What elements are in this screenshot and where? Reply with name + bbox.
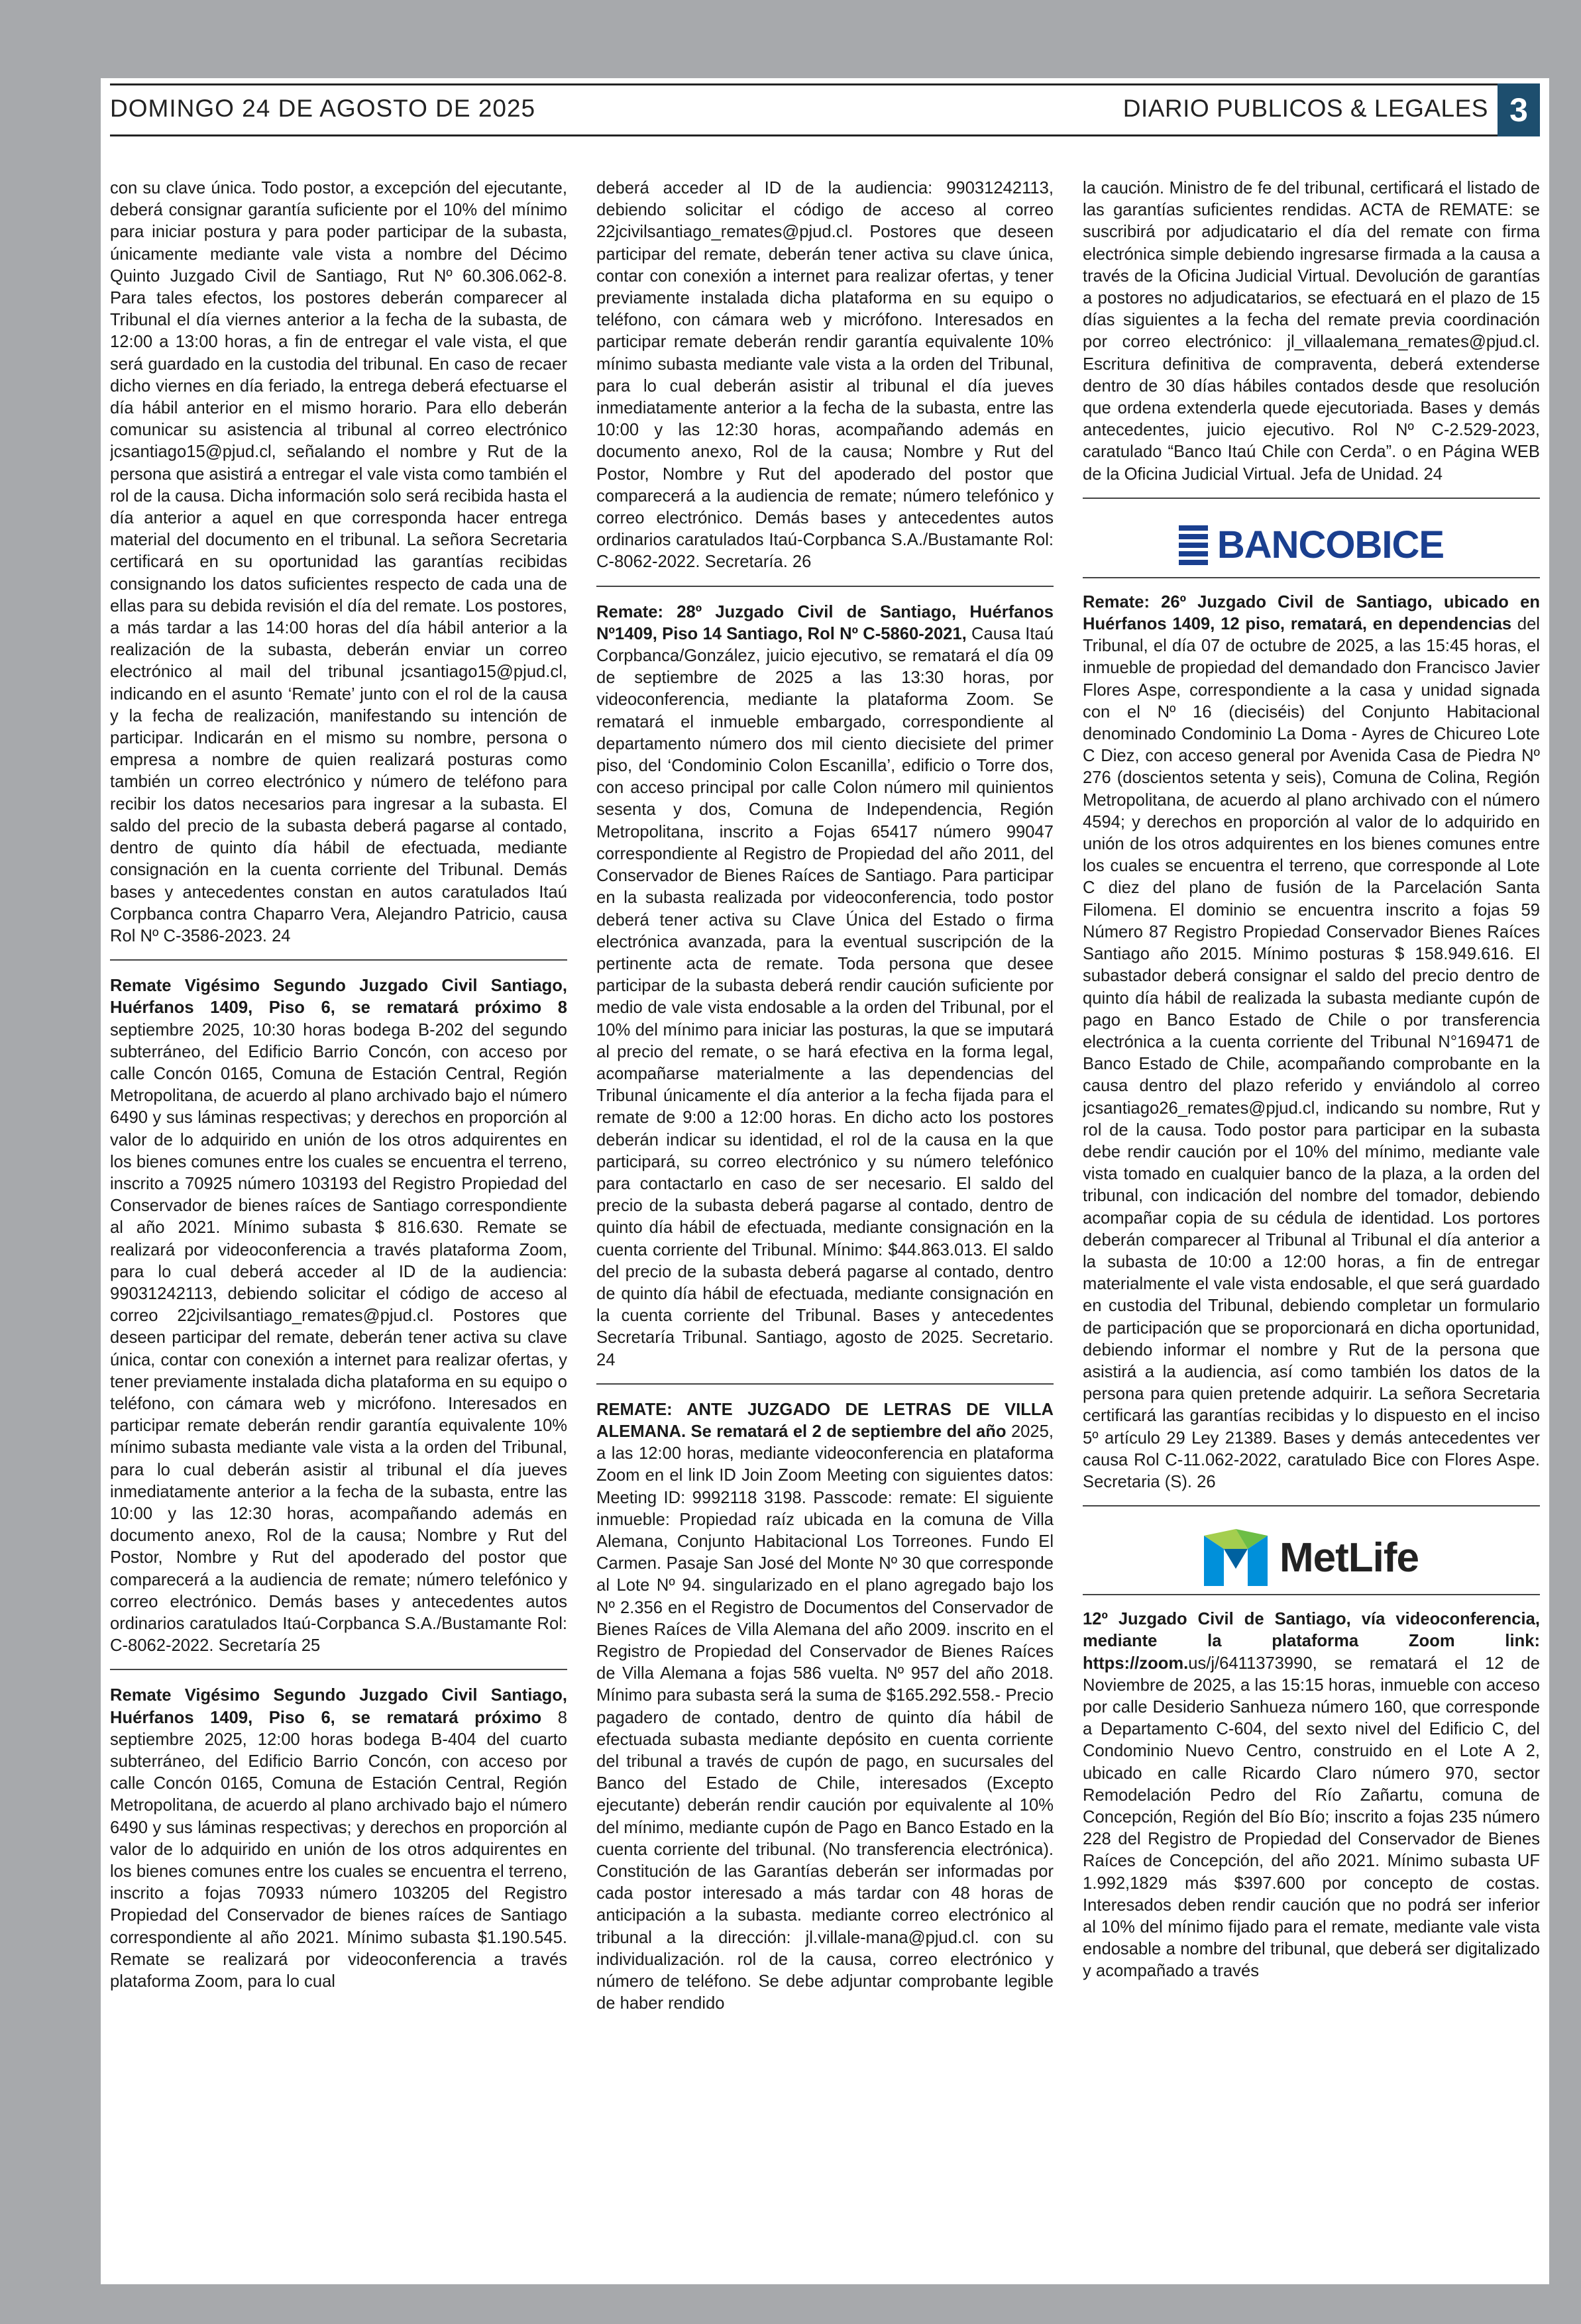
metlife-logo (1083, 1521, 1540, 1595)
notice-text: Causa Itaú Corpbanca/González, juicio ejecutivo, se rematará el día 09 de septiembre de 2025 a las 13:30 horas, por videoconferencia, mediante la plataforma Zoom. Se rematará el inmueble embargado, correspondiente al departamento número dos mil ciento diecisiete del primer piso, del ‘Condominio Colon Escanilla’, edificio o Torre dos, con acceso principal por calle Colon número mil quinientos sesenta y dos, Comuna de Independencia, Región Metropolitana, inscrito a Fojas 65417 número 99047 correspondiente al Registro de Propiedad del año 2011, del Conservador de Bienes Raíces de Santiago. Para participar en la subasta realizada por videoconferencia, todo postor deberá tener activa su Clave Única del Estado o firma electrónica avanzada, para la eventual suscripción de la pertinente acta de remate. Toda persona que desee participar de la subasta deberá rendir caución suficiente por medio de vale vista endosable a la orden del Tribunal, por el 10% del mínimo para iniciar las posturas, la que se imputará al precio del remate, o se hará efectiva en la forma legal, acompañarse materialmente a las dependencias del Tribunal únicamente el día anterior a la fecha fijada para el remate de 9:00 a 12:00 horas. En dicho acto los postores deberán indicar su identidad, el rol de la causa en la que participará, su correo electrónico y su número telefónico para contactarlo en caso de ser necesario. El saldo del precio de la subasta deberá pagarse al contado, dentro de quinto día hábil de efectuada, mediante consignación en la cuenta corriente del Tribunal. Mínimo: $44.863.013. El saldo del precio de la subasta deberá pagarse al contado, dentro de quinto día hábil de efectuada, mediante consignación en la cuenta corriente del Tribunal. Bases y antecedentes Secretaría Tribunal. Santiago, agosto de 2025. Secretario. 24 (596, 624, 1054, 1369)
notice-heading: Remate: 28º Juzgado Civil de Santiago, Huérfanos Nº1409, Piso 14 Santiago, Rol Nº C-5860-2021, (596, 602, 1054, 643)
notice (1083, 592, 1540, 1493)
notice-text: us/j/6411373990, se rematará el 12 de Noviembre de 2025, a las 15:15 horas, inmueble con acceso por calle Desiderio Sanhueza número 160, que corresponde a Departamento C-604, del sexto nivel del Edificio C, del Condominio Nuevo Centro, construido en el Lote A 2, ubicado en calle Ricardo Claro número 970, sector Remodelación Pedro del Río Zañartu, comuna de Concepción, Región del Bío Bío; inscrito a fojas 235 número 228 del Registro de Propiedad del Conservador de Bienes Raíces de Concepción, del año 2021. Mínimo subasta UF 1.992,1829 más $397.600 por concepto de costas. Interesados deben rendir caución que no podrá ser inferior al 10% del mínimo fijado para el remate, mediante vale vista endosable a nombre del tribunal, que deberá ser digitalizado y acompañado a través (1083, 1654, 1540, 1981)
notice-divider (596, 586, 1054, 587)
notice-continuation (110, 178, 567, 947)
notice-text: 8 septiembre 2025, 12:00 horas bodega B-404 del cuarto subterráneo, del Edificio Barrio Concón, con acceso por calle Concón 0165, Comuna de Estación Central, Región Metropolitana, de acuerdo al plano archivado bajo el número 6490 y sus láminas respectivas; y derechos en proporción al valor de lo adquirido en unión de los otros adquirentes en los bienes comunes entre los cuales se encuentra el terreno, inscrito a fojas 70933 número 103205 del Registro Propiedad del Conservador de bienes raíces de Santiago correspondiente al año 2021. Mínimo subasta $1.190.545. Remate se realizará por videoconferencia a través plataforma Zoom, para lo cual (110, 1708, 567, 1991)
column-3 (1083, 178, 1540, 2278)
notice-divider (110, 1669, 567, 1670)
page-number: 3 (1498, 83, 1540, 136)
bice-wordmark: BANCOBICE (1217, 523, 1445, 567)
metlife-m-icon (1204, 1529, 1268, 1586)
notice-continuation (1083, 178, 1540, 486)
issue-date: DOMINGO 24 DE AGOSTO DE 2025 (110, 95, 536, 122)
notice-text: del Tribunal, el día 07 de octubre de 2025, a las 15:45 horas, el inmueble de propiedad del demandado don Francisco Javier Flores Aspe, correspondiente a la casa y unidad signada con el Nº 16 (dieciséis) del Conjunto Habitacional denominado Condominio La Doma - Ayres de Chicureo Lote C Diez, con acceso general por Avenida Casa de Piedra Nº 276 (doscientos setenta y seis), Comuna de Colina, Región Metropolitana, de acuerdo al plano archivado con el número 4594; y derechos en proporción al valor de lo adquirido en unión de los otros adquirentes en los bienes comunes entre los cuales se encuentra el terreno, que corresponde al Lote C diez del plano de fusión de la Parcelación Santa Filomena. El dominio se encuentra inscrito a fojas 59 Número 87 Registro Propiedad Conservador Bienes Raíces Santiago año 2015. Mínimo posturas $ 158.949.616. El subastador deberá consignar el saldo del precio dentro de quinto día hábil de realizada la subasta mediante cupón de pago en Banco Estado de Chile o por transferencia electrónica a la cuenta corriente del Tribunal N°169471 de Banco Estado de Chile, acompañando comprobante en la causa dentro del plazo referido y enviándolo al correo jcsantiago26_remates@pjud.cl, indicando su nombre, Rut y rol de la causa. Todo postor para participar en la subasta debe rendir caución por el 10% del mínimo, mediante vale vista tomado en cualquier banco de la plaza, a la orden del tribunal, con indicación del nombre del tomador, debiendo acompañar copia de su cédula de identidad. Los portores deberán comparecer al Tribunal al Tribunal el día anterior a la subasta de 10:00 a 12:00 horas, a fin de entregar materialmente el vale vista endosable, el que será guardado en custodia del Tribunal, debiendo completar un formulario de participación que se proporcionará en dicha oportunidad, debiendo informar el nombre y Rut de la persona que asistirá a la audiencia, así como también los datos de la persona para quien pretende adquirir. La señora Secretaria certificará las garantías recibidas y lo dispuesto en el inciso 5º artículo 29 Ley 21389. Bases y demás antecedentes ver causa Rol C-11.062-2022, caratulado Bice con Flores Aspe. Secretaria (S). 26 (1083, 615, 1540, 1491)
notice-continuation (596, 178, 1054, 574)
notice-text: con su clave única. Todo postor, a excepción del ejecutante, deberá consignar garantía suficiente por el 10% del mínimo para iniciar postura y para poder participar de la subasta, únicamente mediante vale vista a nombre del Décimo Quinto Juzgado Civil de Santiago, Rut Nº 60.306.062-8. Para tales efectos, los postores deberán comparecer al Tribunal el día viernes anterior a la fecha de la subasta, de 12:00 a 13:00 horas, a fin de entregar el vale vista, el que será guardado en la custodia del tribunal. En caso de recaer dicho viernes en día feriado, la entrega deberá efectuarse el día hábil anterior en el mismo horario. Para ello deberán comunicar su asistencia al tribunal al correo electrónico jcsantiago15@pjud.cl, señalando el nombre y Rut de la persona que asistirá a entregar el vale vista como también el rol de la causa. Dicha información solo será recibida hasta el día anterior a aquel en que corresponda hacer entrega material del documento en el tribunal. La señora Secretaria certificará en su oportunidad las garantías recibidas consignando los datos suficientes respecto de cada una de ellas para su debida revisión el día del remate. Los postores, a más tardar a las 14:00 horas del día hábil anterior a la realización de la subasta, deberán enviar un correo electrónico al mail del tribunal jcsantiago15@pjud.cl, indicando en el asunto ‘Remate’ junto con el rol de la causa y la fecha de realización, manifestando su intención de participar. Indicarán en el mismo su nombre, persona o empresa a nombre de quien realizará posturas como también un correo electrónico y número de teléfono para recibir los datos necesarios para ingresar a la subasta. El saldo del precio de la subasta deberá pagarse al contado, dentro de quinto día hábil de efectuada, mediante consignación en la cuenta corriente del Tribunal. Demás bases y antecedentes constan en autos caratulados Itaú Corpbanca contra Chaparro Vera, Alejandro Patricio, causa Rol Nº C-3586-2023. 24 (110, 179, 567, 945)
notice-divider (1083, 498, 1540, 499)
notice (110, 1685, 567, 1993)
notice (596, 602, 1054, 1371)
newspaper-page (101, 78, 1549, 2284)
notice-heading: REMATE: ANTE JUZGADO DE LETRAS DE VILLA ALEMANA. Se rematará el 2 de septiembre del año (596, 1400, 1054, 1441)
bice-bars-icon (1179, 525, 1208, 565)
notice (1083, 1609, 1540, 1982)
notice-text: septiembre 2025, 10:30 horas bodega B-202 del segundo subterráneo, del Edificio Barrio Concón, con acceso por calle Concón 0165, Comuna de Estación Central, Región Metropolitana, de acuerdo al plano archivado bajo el número 6490 y sus láminas respectivas; y derechos en proporción al valor de lo adquirido en unión de los otros adquirentes en los bienes comunes entre los cuales se encuentra el terreno, inscrito a 70925 número 103193 del Registro Propiedad del Conservador de bienes raíces de Santiago correspondiente al año 2021. Mínimo subasta $ 816.630. Remate se realizará por videoconferencia a través plataforma Zoom, para lo cual deberá acceder al ID de la audiencia: 99031242113, debiendo solicitar el código de acceso al correo 22jcivilsantiago_remates@pjud.cl. Postores que deseen participar del remate, deberán tener activa su clave única, contar con conexión a internet para realizar ofertas, y tener previamente instalada dicha plataforma en su equipo o teléfono, con cámara web y micrófono. Interesados en participar remate deberán rendir garantía equivalente 10% mínimo subasta mediante vale vista a la orden del Tribunal, para lo cual deberán asistir al tribunal el día jueves inmediatamente anterior a la fecha de la subasta, entre las 10:00 y las 12:30 horas, acompañando además en documento anexo, Rol de la causa; Nombre y Rut del Postor, Nombre y Rut del apoderado del postor que comparecerá a la audiencia de remate; número telefónico y correo electrónico. Demás bases y antecedentes autos ordinarios caratulados Itaú-Corpbanca S.A./Bustamante Rol: C-8062-2022. Secretaría 25 (110, 1020, 567, 1656)
publication-title: DIARIO PUBLICOS & LEGALES (1122, 95, 1488, 122)
bancobice-logo (1083, 513, 1540, 578)
notice-divider (1083, 1505, 1540, 1506)
notice-heading: Remate: 26º Juzgado Civil de Santiago, ubicado en Huérfanos 1409, 12 piso, rematará, en dependencias (1083, 592, 1540, 634)
notice-divider (110, 959, 567, 961)
notice-heading: Remate Vigésimo Segundo Juzgado Civil Santiago, Huérfanos 1409, Piso 6, se rematará próximo (110, 1686, 567, 1727)
metlife-wordmark: MetLife (1280, 1534, 1419, 1581)
notice-divider (596, 1383, 1054, 1385)
page-header (110, 83, 1540, 136)
notice (596, 1399, 1054, 2015)
column-1 (110, 178, 567, 2278)
notice (110, 975, 567, 1657)
notice-text: deberá acceder al ID de la audiencia: 99031242113, debiendo solicitar el código de acceso al correo 22jcivilsantiago_remates@pjud.cl. Postores que deseen participar del remate, deberán tener activa su clave única, contar con conexión a internet para realizar ofertas, y tener previamente instalada dicha plataforma en su equipo o teléfono, con cámara web y micrófono. Interesados en participar remate deberán rendir garantía equivalente 10% mínimo subasta mediante vale vista a la orden del Tribunal, para lo cual deberán asistir al tribunal el día jueves inmediatamente anterior a la fecha de la subasta, entre las 10:00 y las 12:30 horas, acompañando además en documento anexo, Rol de la causa; Nombre y Rut del Postor, Nombre y Rut del apoderado del postor que comparecerá a la audiencia de remate; número telefónico y correo electrónico. Demás bases y antecedentes autos ordinarios caratulados Itaú-Corpbanca S.A./Bustamante Rol: C-8062-2022. Secretaría. 26 (596, 179, 1054, 572)
notice-text: 2025, a las 12:00 horas, mediante videoconferencia en plataforma Zoom en el link ID Join Zoom Meeting con siguientes datos: Meeting ID: 9992118 3198. Passcode: remate: El siguiente inmueble: Propiedad raíz ubicada en la comuna de Villa Alemana, Conjunto Habitacional Los Torreones. Fundo El Carmen. Pasaje San José del Monte Nº 30 que corresponde al Lote Nº 94. singularizado en el plano agregado bajo los Nº 2.356 en el Registro de Documentos del Conservador de Bienes Raíces de Villa Alemana del año 2009. inscrito en el Registro de Propiedad del Conservador de Bienes Raíces de Villa Alemana a fojas 586 vuelta. Nº 957 del año 2018. Mínimo para subasta será la suma de $165.292.558.- Precio pagadero de contado, dentro de quinto día hábil de efectuada subasta mediante depósito en cuenta corriente del tribunal a través de cupón de pago, en sucursales del Banco del Estado de Chile, interesados (Excepto ejecutante) deberán rendir caución por equivalente al 10% del mínimo, mediante cupón de Pago en Banco Estado en la cuenta corriente del tribunal. (No transferencia electrónica). Constitución de las Garantías deberán ser informadas por cada postor interesado a más tardar con 48 horas de anticipación a la subasta. mediante correo electrónico al tribunal a la dirección: jl.villale-mana@pjud.cl. con su individualización. rol de la causa, correo electrónico y número de teléfono. Se debe adjuntar comprobante legible de haber rendido (596, 1422, 1054, 2013)
notice-heading: 12º Juzgado Civil de Santiago, vía videoconferencia, mediante la plataforma Zoom link: https://zoom. (1083, 1610, 1540, 1673)
notice-heading: Remate Vigésimo Segundo Juzgado Civil Santiago, Huérfanos 1409, Piso 6, se rematará próximo 8 (110, 977, 567, 1018)
notice-text: la caución. Ministro de fe del tribunal, certificará el listado de las garantías suficientes rendidas. ACTA de REMATE: se suscribirá por adjudicatario el día del remate con firma electrónica simple debiendo ingresarse firmada a la causa a través de la Oficina Judicial Virtual. Devolución de garantías a postores no adjudicatarios, se efectuará en el plazo de 15 días siguientes a la fecha del remate previa coordinación por correo electrónico: jl_villaalemana_remates@pjud.cl. Escritura definitiva de compraventa, deberá extenderse dentro de 30 días hábiles contados desde que resolución que ordena extenderla quede ejecutoriada. Bases y demás antecedentes, juicio ejecutivo. Rol Nº C-2.529-2023, caratulado “Banco Itaú Chile con Cerda”. o en Página WEB de la Oficina Judicial Virtual. Jefa de Unidad. 24 (1083, 179, 1540, 484)
column-2 (596, 178, 1054, 2278)
